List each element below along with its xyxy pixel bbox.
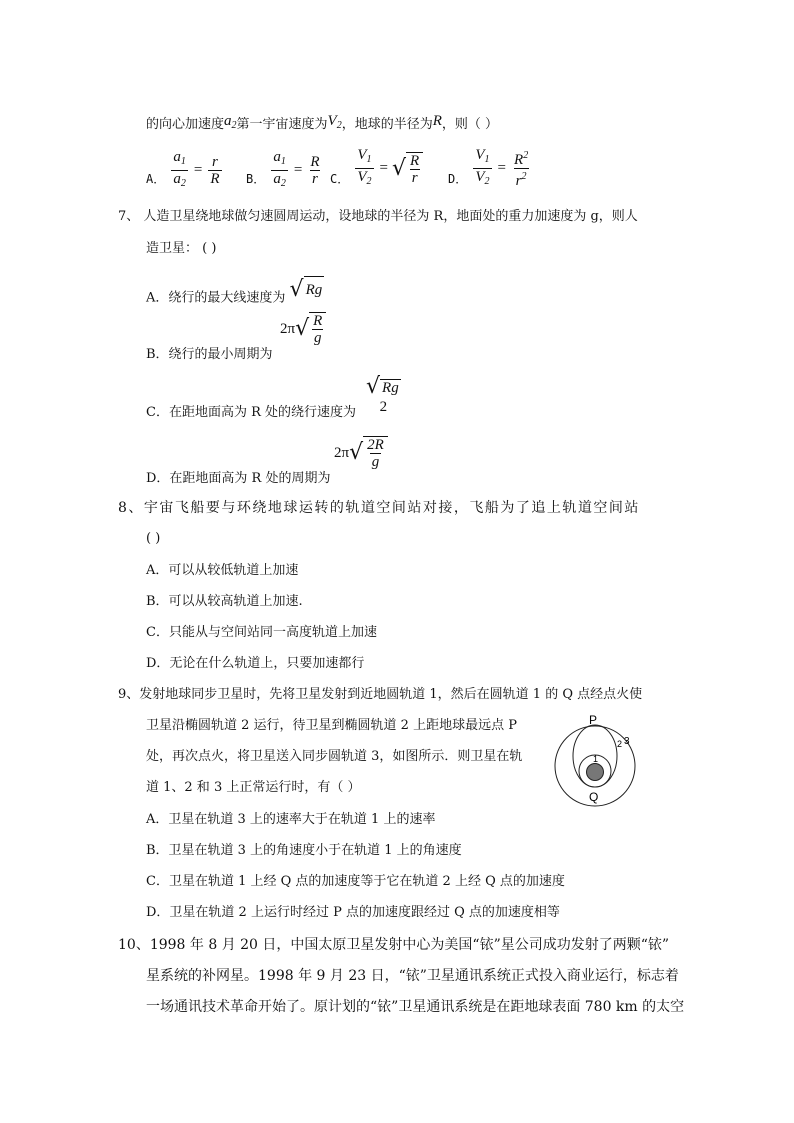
q6-option-b[interactable]: B． $\frac{a_1}{a_2}$ = $\frac{R}{r}$ — [246, 148, 324, 192]
q6-option-d[interactable]: D． $\frac{V_1}{V_2}$ = $\frac{R^2}{r^2}$ — [448, 146, 532, 190]
q6-stem: 的向心加速度$a_2$第一宇宙速度为$V_2$，地球的半径为R，则（ ） — [146, 113, 499, 132]
q7-option-c-formula: √ Rg 2 — [366, 374, 399, 415]
q8-option-b[interactable]: B．可以从较高轨道上加速. — [146, 594, 303, 609]
q7-stem-line1: 7、 人造卫星绕地球做匀速圆周运动，设地球的半径为 R，地面处的重力加速度为 g，则人 — [118, 209, 638, 224]
label-p: P — [589, 713, 598, 727]
q9-option-a[interactable]: A．卫星在轨道 3 上的速率大于在轨道 1 上的速率 — [146, 812, 436, 827]
q7-option-b-formula: 2π √ $\frac{R}{g}$ — [280, 312, 326, 346]
label-1: 1 — [593, 754, 599, 764]
v2-symbol: $V_2$ — [327, 113, 342, 131]
q6-option-d-formula: $\frac{V_1}{V_2}$ = $\frac{R^2}{r^2}$ — [475, 147, 529, 189]
q8-stem-line2: ( ) — [146, 531, 161, 546]
q10-line3: 一场通讯技术革命开始了。原计划的“铱”卫星通讯系统是在距地球表面 780 km 的太空 — [146, 999, 685, 1015]
q9-stem-line3: 处，再次点火，将卫星送入同步圆轨道 3，如图所示．则卫星在轨 — [146, 749, 523, 764]
q8-option-a[interactable]: A．可以从较低轨道上加速 — [146, 563, 299, 578]
q6-option-c-formula: $\frac{V_1}{V_2}$ = √ $\frac{R}{r}$ — [353, 147, 423, 190]
q8-stem-line1: 8、宇宙飞船要与环绕地球运转的轨道空间站对接，飞船为了追上轨道空间站 — [118, 500, 640, 516]
label-2: 2 — [617, 739, 623, 749]
q6-option-a-formula: $\frac{a_1}{a_2}$ = $\frac{r}{R}$ — [169, 149, 223, 192]
q10-line1: 10、1998 年 8 月 20 日，中国太原卫星发射中心为美国“铱”星公司成功发射了两颗“铱” — [118, 937, 670, 953]
q7-option-d-formula: 2π √ $\frac{2R}{g}$ — [334, 436, 388, 470]
q7-option-a[interactable]: A．绕行的最大线速度为 √ Rg — [146, 276, 323, 306]
q9-option-b[interactable]: B．卫星在轨道 3 上的角速度小于在轨道 1 上的角速度 — [146, 843, 462, 858]
label-3: 3 — [624, 736, 630, 747]
q9-stem-line1: 9、发射地球同步卫星时，先将卫星发射到近地圆轨道 1，然后在圆轨道 1 的 Q 点经点火使 — [118, 687, 643, 702]
q7-option-a-formula: √ Rg — [289, 276, 323, 302]
q7-stem-line2: 造卫星： ( ) — [146, 241, 217, 256]
q9-stem-line2: 卫星沿椭圆轨道 2 运行，待卫星到椭圆轨道 2 上距地球最远点 P — [146, 718, 517, 733]
a2-symbol: $a_2$ — [224, 113, 237, 131]
r-symbol: R — [432, 113, 442, 129]
q6-option-a[interactable]: A． $\frac{a_1}{a_2}$ = $\frac{r}{R}$ — [146, 148, 224, 192]
q9-option-c[interactable]: C．卫星在轨道 1 上经 Q 点的加速度等于它在轨道 2 上经 Q 点的加速度 — [146, 874, 565, 889]
earth — [587, 764, 604, 781]
q8-option-c[interactable]: C．只能从与空间站同一高度轨道上加速 — [146, 625, 377, 640]
q9-stem-line4: 道 1、2 和 3 上正常运行时，有（ ） — [146, 780, 361, 795]
q9-option-d[interactable]: D．卫星在轨道 2 上运行时经过 P 点的加速度跟经过 Q 点的加速度相等 — [146, 905, 560, 920]
q8-option-d[interactable]: D．无论在什么轨道上，只要加速都行 — [146, 656, 365, 671]
label-q: Q — [589, 790, 599, 804]
q6-option-b-formula: $\frac{a_1}{a_2}$ = $\frac{R}{r}$ — [269, 149, 323, 192]
q10-line2: 星系统的补网星。1998 年 9 月 23 日，“铱”卫星通讯系统正式投入商业运行，标志着 — [146, 968, 679, 984]
orbit-diagram — [548, 712, 648, 808]
q6-option-c[interactable]: C． $\frac{V_1}{V_2}$ = √ $\frac{R}{r}$ — [330, 146, 423, 190]
